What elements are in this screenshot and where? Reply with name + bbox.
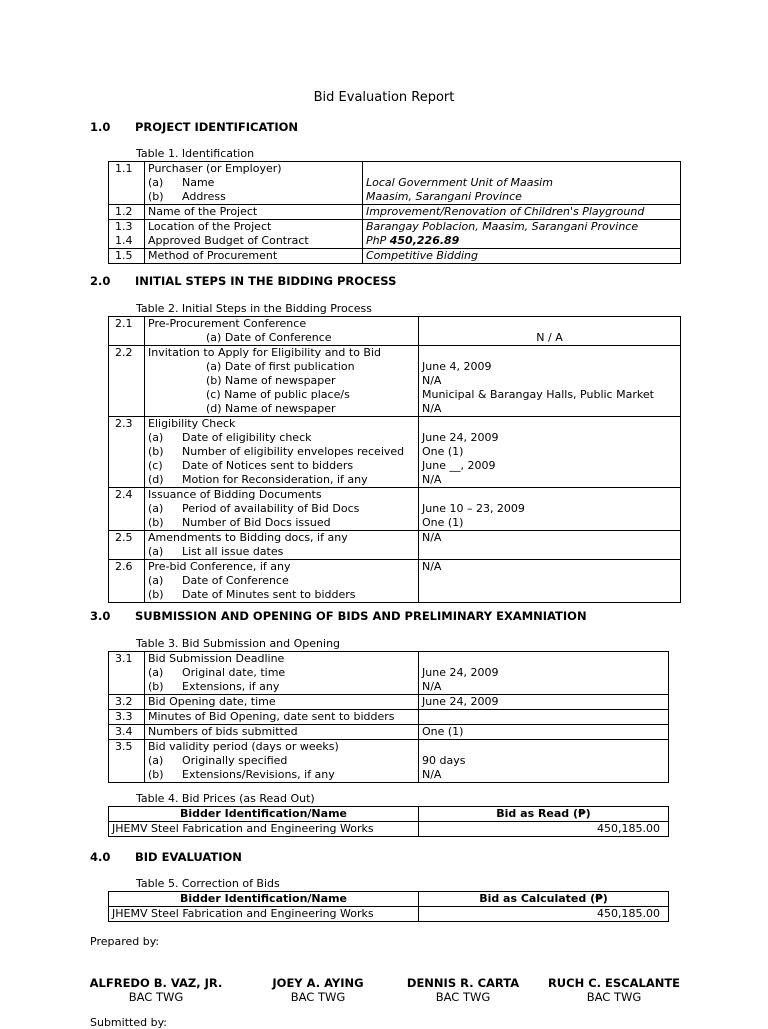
bid-amount: 450,185.00 [419, 907, 669, 922]
row-label [145, 560, 419, 603]
signatory-role: BAC TWG [290, 990, 346, 1004]
row-label [145, 317, 419, 346]
row-number-text: 1.4 [115, 234, 133, 247]
row-number: 3.2 [109, 695, 145, 710]
value-text: Competitive Bidding [366, 249, 478, 262]
item-key: (a) [148, 431, 164, 444]
item-text: Number of Bid Docs issued [182, 516, 331, 529]
value-text: Maasim, Sarangani Province [366, 190, 522, 203]
bidder-name: JHEMV Steel Fabrication and Engineering Works [109, 907, 419, 922]
section-heading-4 [90, 850, 242, 864]
item-text: (a) Date of first publication [206, 360, 355, 373]
item-key: (a) [148, 574, 164, 587]
table-header-row [109, 892, 669, 907]
row-number: 3.3 [109, 710, 145, 725]
item-key: (c) [148, 459, 163, 472]
section-heading-1 [90, 120, 298, 134]
item-key: (b) [148, 768, 164, 781]
item-text: Motion for Reconsideration, if any [182, 473, 368, 486]
row-number: 3.1 [109, 652, 145, 695]
signatory-name: ALFREDO B. VAZ, JR. [89, 976, 223, 990]
item-text: Name [182, 176, 215, 189]
submitted-by-label: Submitted by: [90, 1016, 167, 1029]
item-key: (b) [148, 588, 164, 601]
item-text: (a) Date of Conference [206, 331, 332, 344]
bidder-name: JHEMV Steel Fabrication and Engineering Works [109, 822, 419, 837]
value-text: One (1) [422, 516, 464, 529]
row-value [419, 346, 681, 417]
identification-table [108, 161, 681, 264]
table-header-row [109, 807, 669, 822]
signatory-role: BAC TWG [435, 990, 491, 1004]
row-label [145, 417, 419, 488]
signatory-block [534, 976, 694, 1004]
value-text: June __, 2009 [422, 459, 496, 472]
signatory-role: BAC TWG [586, 990, 642, 1004]
row-label-text: Amendments to Bidding docs, if any [148, 531, 348, 544]
abc-amount: 450,226.89 [389, 234, 460, 247]
row-number: 2.1 [109, 317, 145, 346]
value-text: Barangay Poblacion, Maasim, Sarangani Province [366, 220, 639, 233]
row-number-text: 1.3 [115, 220, 133, 233]
table-row [109, 220, 681, 249]
row-number: 2.5 [109, 531, 145, 560]
prepared-by-label: Prepared by: [90, 935, 160, 948]
value-text: One (1) [422, 445, 464, 458]
item-text: Date of eligibility check [182, 431, 312, 444]
row-value [363, 249, 681, 264]
item-key: (a) [148, 545, 164, 558]
item-text: (b) Name of newspaper [206, 374, 336, 387]
value-text: N/A [422, 768, 442, 781]
correction-of-bids-table [108, 891, 669, 922]
table-caption: Table 2. Initial Steps in the Bidding Process [136, 302, 373, 315]
item-text: Original date, time [182, 666, 286, 679]
row-value [363, 220, 681, 249]
table-caption: Table 4. Bid Prices (as Read Out) [136, 792, 315, 805]
row-label: Numbers of bids submitted [145, 725, 419, 740]
item-text: (d) Name of newspaper [206, 402, 336, 415]
row-value [363, 205, 681, 220]
item-key: (b) [148, 190, 164, 203]
signatory-block [383, 976, 543, 1004]
value-text: N/A [422, 560, 442, 573]
row-label-text: Bid validity period (days or weeks) [148, 740, 339, 753]
row-label: Bid Opening date, time [145, 695, 419, 710]
row-number: 2.3 [109, 417, 145, 488]
table-caption: Table 3. Bid Submission and Opening [136, 637, 341, 650]
table-row [109, 531, 681, 560]
section-label: BID EVALUATION [135, 850, 242, 864]
row-label: Name of the Project [145, 205, 363, 220]
row-label [145, 652, 419, 695]
row-label-text: Location of the Project [148, 220, 272, 233]
column-header: Bidder Identification/Name [109, 807, 419, 822]
row-value: One (1) [419, 725, 669, 740]
section-heading-2 [90, 274, 396, 288]
section-number: 4.0 [90, 850, 111, 864]
item-text: Date of Conference [182, 574, 289, 587]
row-label [145, 220, 363, 249]
item-text: Address [182, 190, 226, 203]
row-label [145, 740, 419, 783]
row-label-text: Bid Submission Deadline [148, 652, 285, 665]
table-row [109, 205, 681, 220]
signatory-role: BAC TWG [128, 990, 184, 1004]
table-caption: Table 5. Correction of Bids [136, 877, 280, 890]
item-key: (a) [148, 666, 164, 679]
row-label [145, 531, 419, 560]
column-header: Bidder Identification/Name [109, 892, 419, 907]
item-text: Period of availability of Bid Docs [182, 502, 360, 515]
value-text: N/A [422, 531, 442, 544]
row-label-text: Pre-bid Conference, if any [148, 560, 291, 573]
row-label-text: Pre-Procurement Conference [148, 317, 307, 330]
item-key: (a) [148, 754, 164, 767]
bid-amount: 450,185.00 [419, 822, 669, 837]
value-text: N/A [422, 680, 442, 693]
table-row [109, 907, 669, 922]
value-text: N/A [422, 473, 442, 486]
item-key: (a) [148, 176, 164, 189]
value-text: June 24, 2009 [422, 666, 499, 679]
signatory-name: JOEY A. AYING [272, 976, 364, 990]
row-number: 2.2 [109, 346, 145, 417]
item-text: Extensions, if any [182, 680, 280, 693]
item-key: (b) [148, 516, 164, 529]
row-value [419, 417, 681, 488]
row-number: 1.5 [109, 249, 145, 264]
row-number: 1.1 [109, 162, 145, 205]
row-number: 1.2 [109, 205, 145, 220]
table-row [109, 822, 669, 837]
row-number: 3.4 [109, 725, 145, 740]
row-value [419, 560, 681, 603]
section-label: SUBMISSION AND OPENING OF BIDS AND PRELIMINARY EXAMNIATION [135, 609, 587, 623]
item-text: List all issue dates [182, 545, 284, 558]
row-number: 3.5 [109, 740, 145, 783]
value-text: June 4, 2009 [422, 360, 492, 373]
value-text: N/A [422, 374, 442, 387]
table-row [109, 740, 669, 783]
item-text: Originally specified [182, 754, 288, 767]
row-label-text: Eligibility Check [148, 417, 236, 430]
initial-steps-table [108, 316, 681, 603]
item-text: (c) Name of public place/s [206, 388, 350, 401]
signatory-block [238, 976, 398, 1004]
item-key: (b) [148, 445, 164, 458]
section-label: PROJECT IDENTIFICATION [135, 120, 299, 134]
row-label-text: Purchaser (or Employer) [148, 162, 282, 175]
item-key: (b) [148, 680, 164, 693]
section-number: 2.0 [90, 274, 111, 288]
row-label: Method of Procurement [145, 249, 363, 264]
value-text: 90 days [422, 754, 466, 767]
table-row [109, 346, 681, 417]
section-heading-3 [90, 609, 587, 623]
table-row [109, 417, 681, 488]
section-label: INITIAL STEPS IN THE BIDDING PROCESS [135, 274, 397, 288]
row-value [419, 710, 669, 725]
table-row [109, 710, 669, 725]
row-label [145, 488, 419, 531]
document-title: Bid Evaluation Report [313, 90, 455, 105]
row-label [145, 346, 419, 417]
row-label [145, 162, 363, 205]
row-number [109, 220, 145, 249]
item-text: Extensions/Revisions, if any [182, 768, 335, 781]
row-number: 2.6 [109, 560, 145, 603]
row-value [419, 652, 669, 695]
table-row [109, 488, 681, 531]
row-value: June 24, 2009 [419, 695, 669, 710]
row-value [419, 740, 669, 783]
section-number: 1.0 [90, 120, 111, 134]
signatory-name: DENNIS R. CARTA [406, 976, 520, 990]
item-text: Date of Notices sent to bidders [182, 459, 354, 472]
row-label-text: Invitation to Apply for Eligibility and to Bid [148, 346, 382, 359]
row-label: Minutes of Bid Opening, date sent to bidders [145, 710, 419, 725]
row-label-text: Approved Budget of Contract [148, 234, 309, 247]
table-row [109, 317, 681, 346]
column-header: Bid as Calculated (₱) [419, 892, 669, 907]
row-label-text: Issuance of Bidding Documents [148, 488, 322, 501]
value-text: N / A [536, 331, 563, 344]
row-number: 2.4 [109, 488, 145, 531]
value-text: Local Government Unit of Maasim [366, 176, 553, 189]
table-row [109, 725, 669, 740]
item-key: (d) [148, 473, 164, 486]
row-value [419, 317, 681, 346]
value-text: June 10 – 23, 2009 [422, 502, 525, 515]
value-text: N/A [422, 402, 442, 415]
item-text: Number of eligibility envelopes received [182, 445, 405, 458]
value-text: Municipal & Barangay Halls, Public Market [422, 388, 654, 401]
item-key: (a) [148, 502, 164, 515]
value-text: Improvement/Renovation of Children's Playground [366, 205, 645, 218]
section-number: 3.0 [90, 609, 111, 623]
table-row [109, 652, 669, 695]
row-value [419, 531, 681, 560]
bid-submission-table [108, 651, 669, 783]
table-caption: Table 1. Identification [136, 147, 255, 160]
item-text: Date of Minutes sent to bidders [182, 588, 356, 601]
value-text: June 24, 2009 [422, 431, 499, 444]
table-row [109, 560, 681, 603]
signatory-name: RUCH C. ESCALANTE [547, 976, 681, 990]
column-header: Bid as Read (₱) [419, 807, 669, 822]
table-row [109, 162, 681, 205]
row-value [363, 162, 681, 205]
currency-prefix: PhP [366, 234, 387, 247]
row-value [419, 488, 681, 531]
table-row [109, 249, 681, 264]
signatory-block [76, 976, 236, 1004]
bid-prices-table [108, 806, 669, 837]
table-row [109, 695, 669, 710]
